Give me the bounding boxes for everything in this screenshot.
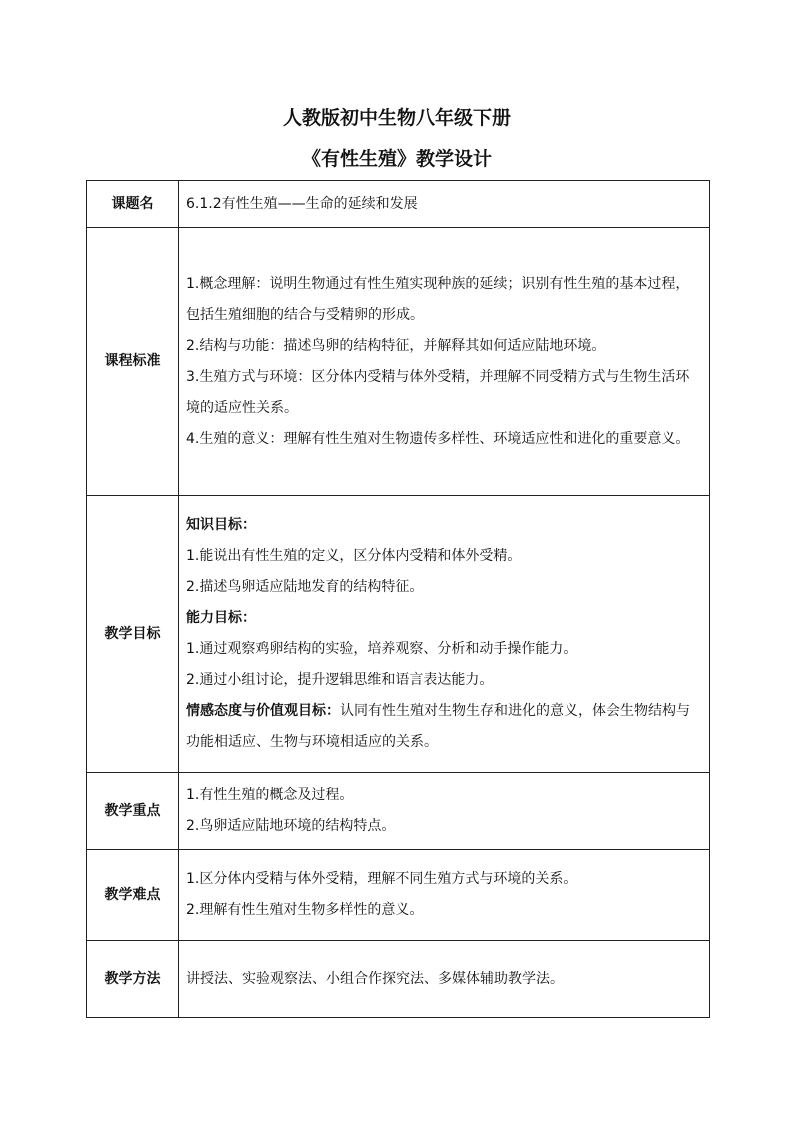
label-objectives: 教学目标 [87,496,179,773]
difficulty-item: 1.区分体内受精与体外受精，理解不同生殖方式与环境的关系。 [186,871,578,887]
ability-heading: 能力目标： [186,610,256,626]
value-methods: 讲授法、实验观察法、小组合作探究法、多媒体辅助教学法。 [179,941,710,1018]
row-topic [87,181,710,228]
row-methods [87,941,710,1018]
knowledge-item: 1.能说出有性生殖的定义，区分体内受精和体外受精。 [186,548,522,564]
row-standard [87,228,710,496]
value-key-points [179,773,710,850]
label-topic: 课题名 [87,181,179,228]
standard-item: 3.生殖方式与环境：区分体内受精与体外受精，并理解不同受精方式与生物生活环境的适应性关系。 [186,368,690,416]
document-title: 人教版初中生物八年级下册 [282,107,511,129]
difficulty-item: 2.理解有性生殖对生物多样性的意义。 [186,902,424,918]
value-topic: 6.1.2有性生殖——生命的延续和发展 [179,181,710,228]
ability-item: 1.通过观察鸡卵结构的实验，培养观察、分析和动手操作能力。 [186,641,578,657]
attitude-heading: 情感态度与价值观目标： [186,703,340,719]
knowledge-item: 2.描述鸟卵适应陆地发育的结构特征。 [186,579,424,595]
standard-item: 4.生殖的意义：理解有性生殖对生物遗传多样性、环境适应性和进化的重要意义。 [186,430,690,447]
ability-item: 2.通过小组讨论，提升逻辑思维和语言表达能力。 [186,672,494,688]
document-subtitle: 《有性生殖》教学设计 [301,148,492,170]
key-point-item: 1.有性生殖的概念及过程。 [186,787,354,803]
knowledge-heading: 知识目标： [186,517,256,533]
key-point-item: 2.鸟卵适应陆地环境的结构特点。 [186,818,396,834]
value-standard [179,228,710,496]
label-standard: 课程标准 [87,228,179,496]
standard-item: 2.结构与功能：描述鸟卵的结构特征，并解释其如何适应陆地环境。 [186,337,606,354]
label-difficulties: 教学难点 [87,850,179,941]
row-key-points [87,773,710,850]
row-objectives [87,496,710,773]
lesson-design-table [86,180,710,1018]
attitude-text: 认同有性生殖对生物生存和进化的意义，体会生物结构与功能相适应、生物与环境相适应的关系。 [186,703,690,750]
label-key-points: 教学重点 [87,773,179,850]
label-methods: 教学方法 [87,941,179,1018]
value-objectives [179,496,710,773]
row-difficulties [87,850,710,941]
value-difficulties [179,850,710,941]
attitude-paragraph [186,696,703,758]
standard-item: 1.概念理解：说明生物通过有性生殖实现种族的延续；识别有性生殖的基本过程，包括生殖细胞的结合与受精卵的形成。 [186,275,690,323]
